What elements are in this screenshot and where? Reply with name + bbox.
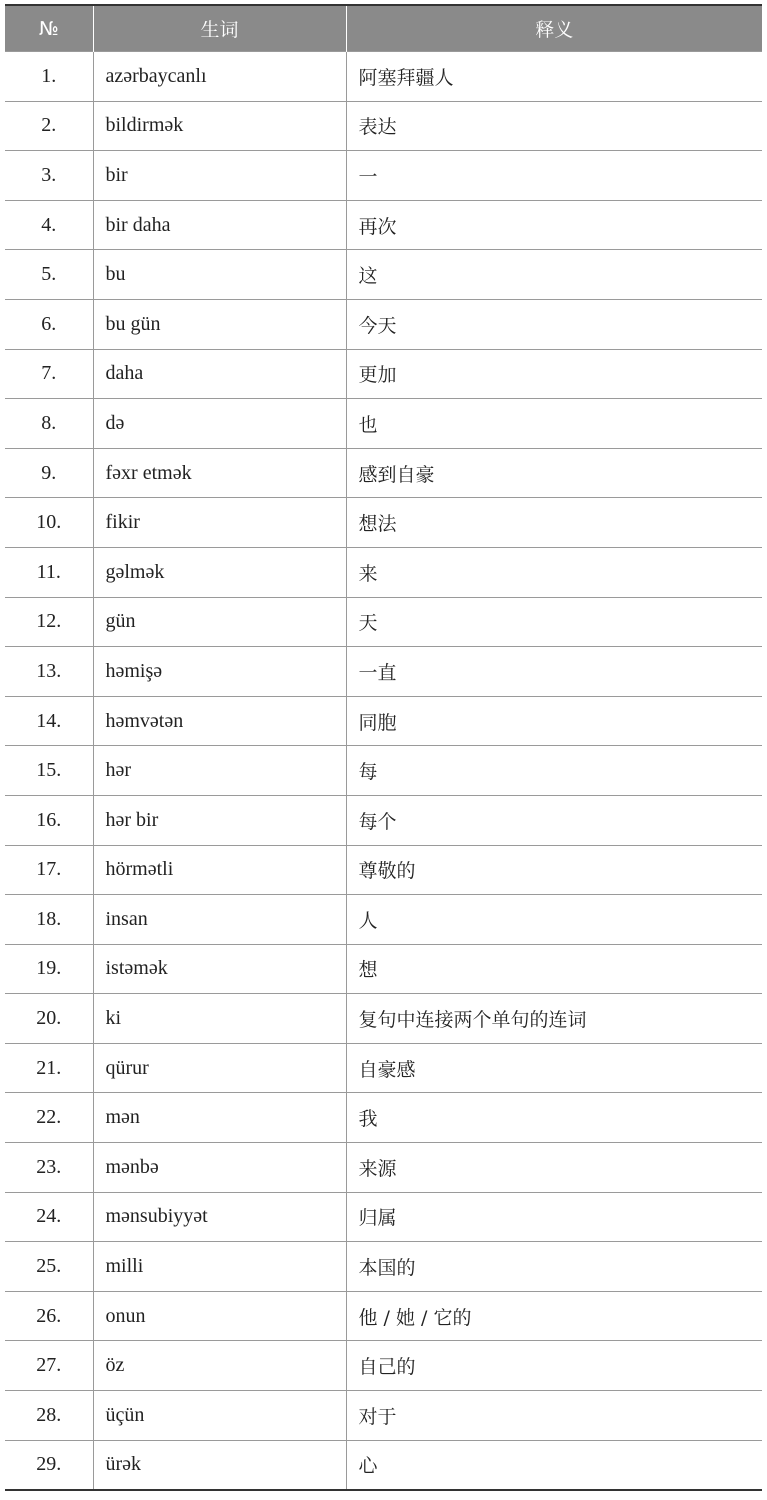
row-number: 26. bbox=[5, 1291, 93, 1341]
row-number: 23. bbox=[5, 1143, 93, 1193]
table-row bbox=[5, 1391, 762, 1441]
row-number: 15. bbox=[5, 746, 93, 796]
row-number: 16. bbox=[5, 795, 93, 845]
row-number: 6. bbox=[5, 299, 93, 349]
table-row bbox=[5, 200, 762, 250]
table-row bbox=[5, 647, 762, 697]
table-row bbox=[5, 597, 762, 647]
row-number: 2. bbox=[5, 101, 93, 151]
table-row bbox=[5, 151, 762, 201]
table-row bbox=[5, 944, 762, 994]
table-header bbox=[5, 5, 762, 52]
row-word: hər bir bbox=[93, 795, 346, 845]
table-row bbox=[5, 1341, 762, 1391]
row-meaning: 这 bbox=[346, 250, 762, 300]
row-number: 27. bbox=[5, 1341, 93, 1391]
table-row bbox=[5, 845, 762, 895]
row-word: hər bbox=[93, 746, 346, 796]
table-row bbox=[5, 448, 762, 498]
table-body bbox=[5, 52, 762, 1491]
header-number: № bbox=[5, 5, 93, 52]
table-row bbox=[5, 994, 762, 1044]
header-row bbox=[5, 5, 762, 52]
row-meaning: 表达 bbox=[346, 101, 762, 151]
row-meaning: 来源 bbox=[346, 1143, 762, 1193]
row-word: mənsubiyyət bbox=[93, 1192, 346, 1242]
row-meaning: 更加 bbox=[346, 349, 762, 399]
row-word: fəxr etmək bbox=[93, 448, 346, 498]
row-word: gəlmək bbox=[93, 547, 346, 597]
row-meaning: 我 bbox=[346, 1093, 762, 1143]
row-word: gün bbox=[93, 597, 346, 647]
row-number: 20. bbox=[5, 994, 93, 1044]
row-number: 11. bbox=[5, 547, 93, 597]
table-row bbox=[5, 1192, 762, 1242]
table-row bbox=[5, 250, 762, 300]
table-row bbox=[5, 1440, 762, 1490]
table-row bbox=[5, 795, 762, 845]
row-meaning: 心 bbox=[346, 1440, 762, 1490]
table-row bbox=[5, 399, 762, 449]
row-meaning: 复句中连接两个单句的连词 bbox=[346, 994, 762, 1044]
row-number: 17. bbox=[5, 845, 93, 895]
table-row bbox=[5, 1093, 762, 1143]
row-meaning: 想法 bbox=[346, 498, 762, 548]
row-meaning: 也 bbox=[346, 399, 762, 449]
row-word: onun bbox=[93, 1291, 346, 1341]
row-word: bildirmək bbox=[93, 101, 346, 151]
row-meaning: 想 bbox=[346, 944, 762, 994]
row-meaning: 自豪感 bbox=[346, 1043, 762, 1093]
row-number: 14. bbox=[5, 696, 93, 746]
row-number: 29. bbox=[5, 1440, 93, 1490]
row-meaning: 来 bbox=[346, 547, 762, 597]
row-number: 3. bbox=[5, 151, 93, 201]
row-meaning: 再次 bbox=[346, 200, 762, 250]
table-row bbox=[5, 101, 762, 151]
row-word: qürur bbox=[93, 1043, 346, 1093]
row-meaning: 对于 bbox=[346, 1391, 762, 1441]
row-meaning: 每个 bbox=[346, 795, 762, 845]
row-word: ki bbox=[93, 994, 346, 1044]
row-number: 9. bbox=[5, 448, 93, 498]
row-meaning: 尊敬的 bbox=[346, 845, 762, 895]
row-meaning: 他 / 她 / 它的 bbox=[346, 1291, 762, 1341]
row-number: 19. bbox=[5, 944, 93, 994]
row-number: 7. bbox=[5, 349, 93, 399]
row-word: bu gün bbox=[93, 299, 346, 349]
table-row bbox=[5, 52, 762, 102]
row-word: azərbaycanlı bbox=[93, 52, 346, 102]
row-number: 18. bbox=[5, 895, 93, 945]
row-number: 1. bbox=[5, 52, 93, 102]
row-word: həmvətən bbox=[93, 696, 346, 746]
row-meaning: 阿塞拜疆人 bbox=[346, 52, 762, 102]
row-meaning: 一 bbox=[346, 151, 762, 201]
row-number: 13. bbox=[5, 647, 93, 697]
header-new-word: 生词 bbox=[93, 5, 346, 52]
table-row bbox=[5, 547, 762, 597]
row-number: 28. bbox=[5, 1391, 93, 1441]
row-word: ürək bbox=[93, 1440, 346, 1490]
table-row bbox=[5, 1143, 762, 1193]
table-row bbox=[5, 299, 762, 349]
vocabulary-table bbox=[5, 4, 762, 1491]
row-word: bir bbox=[93, 151, 346, 201]
row-meaning: 归属 bbox=[346, 1192, 762, 1242]
row-number: 22. bbox=[5, 1093, 93, 1143]
table-row bbox=[5, 1043, 762, 1093]
row-number: 24. bbox=[5, 1192, 93, 1242]
table-row bbox=[5, 746, 762, 796]
row-number: 4. bbox=[5, 200, 93, 250]
table-row bbox=[5, 895, 762, 945]
row-meaning: 天 bbox=[346, 597, 762, 647]
row-word: mənbə bbox=[93, 1143, 346, 1193]
row-word: milli bbox=[93, 1242, 346, 1292]
row-meaning: 人 bbox=[346, 895, 762, 945]
row-number: 21. bbox=[5, 1043, 93, 1093]
row-word: bir daha bbox=[93, 200, 346, 250]
row-word: mən bbox=[93, 1093, 346, 1143]
row-word: üçün bbox=[93, 1391, 346, 1441]
row-meaning: 同胞 bbox=[346, 696, 762, 746]
row-meaning: 今天 bbox=[346, 299, 762, 349]
header-meaning: 释义 bbox=[346, 5, 762, 52]
row-word: də bbox=[93, 399, 346, 449]
row-meaning: 一直 bbox=[346, 647, 762, 697]
table-row bbox=[5, 1291, 762, 1341]
row-number: 12. bbox=[5, 597, 93, 647]
row-word: həmişə bbox=[93, 647, 346, 697]
row-meaning: 本国的 bbox=[346, 1242, 762, 1292]
row-word: hörmətli bbox=[93, 845, 346, 895]
row-word: daha bbox=[93, 349, 346, 399]
table-row bbox=[5, 1242, 762, 1292]
row-word: insan bbox=[93, 895, 346, 945]
row-number: 10. bbox=[5, 498, 93, 548]
row-number: 5. bbox=[5, 250, 93, 300]
row-word: fikir bbox=[93, 498, 346, 548]
row-number: 25. bbox=[5, 1242, 93, 1292]
row-number: 8. bbox=[5, 399, 93, 449]
row-word: öz bbox=[93, 1341, 346, 1391]
table-row bbox=[5, 349, 762, 399]
table-row bbox=[5, 498, 762, 548]
row-meaning: 感到自豪 bbox=[346, 448, 762, 498]
row-meaning: 每 bbox=[346, 746, 762, 796]
row-word: bu bbox=[93, 250, 346, 300]
row-word: istəmək bbox=[93, 944, 346, 994]
row-meaning: 自己的 bbox=[346, 1341, 762, 1391]
table-row bbox=[5, 696, 762, 746]
